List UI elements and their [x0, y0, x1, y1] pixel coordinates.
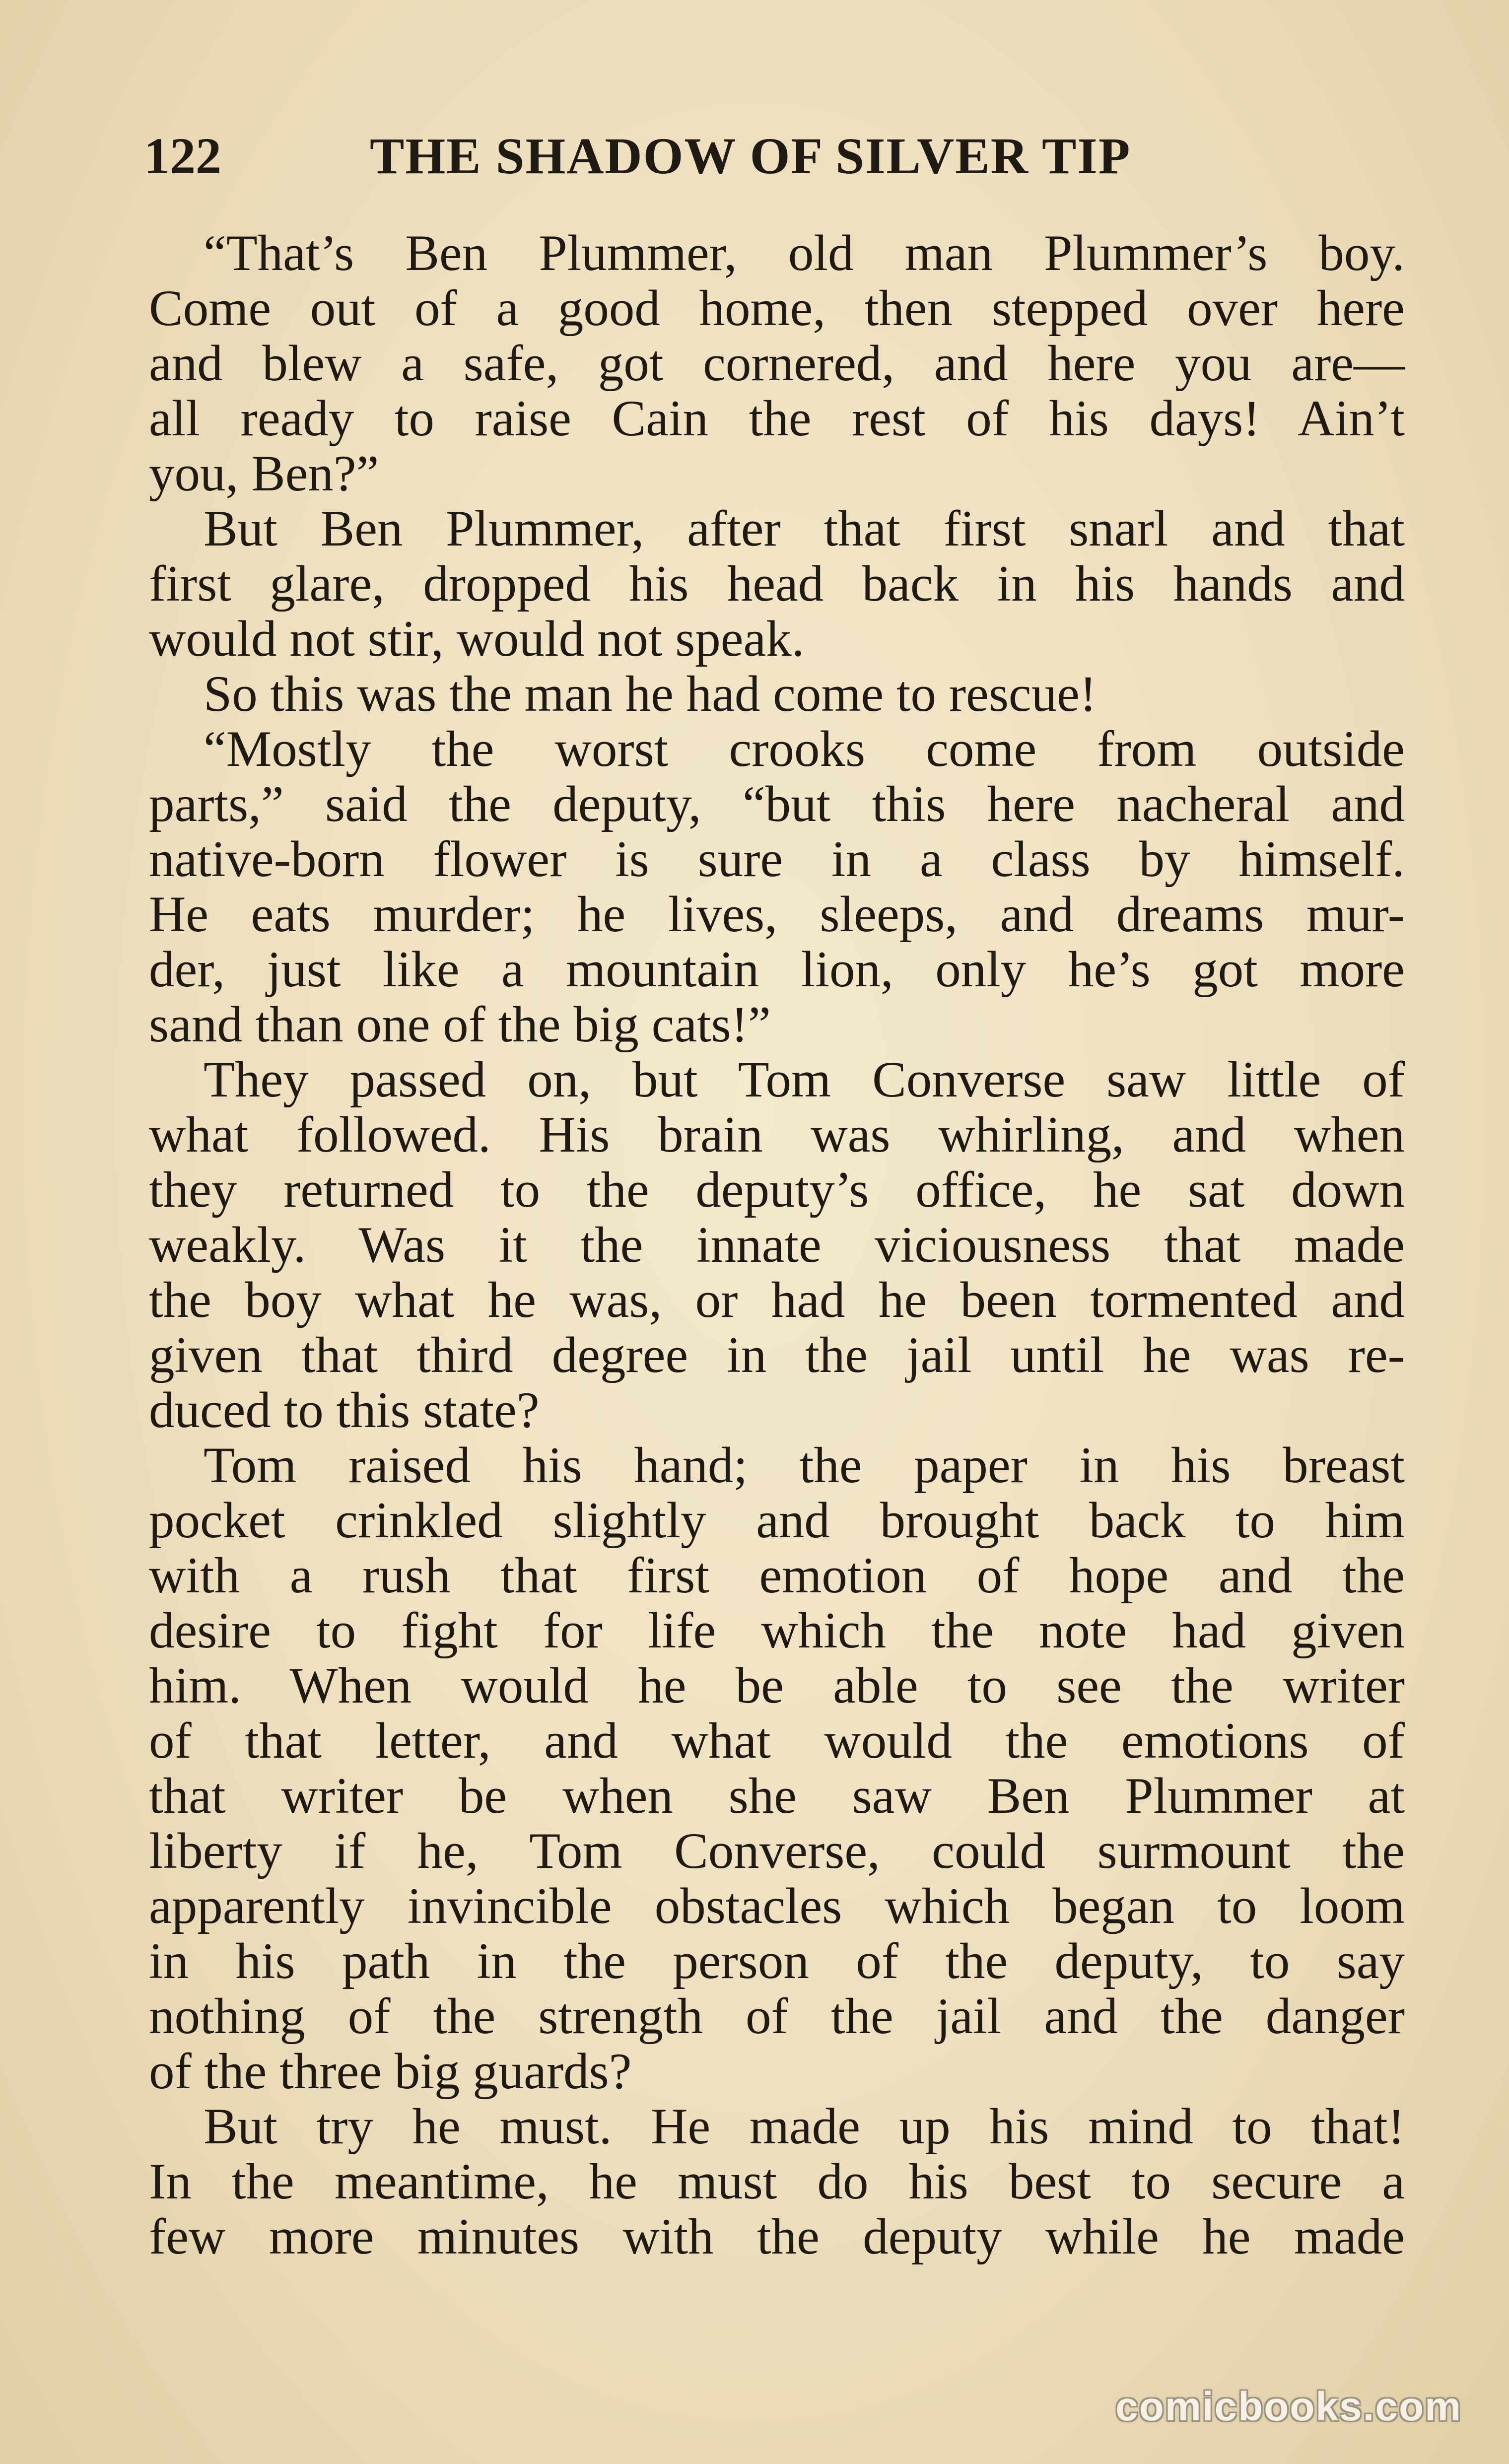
- text-line: few more minutes with the deputy while he made: [149, 2209, 1405, 2264]
- text-line: “Mostly the worst crooks come from outside: [204, 722, 1405, 777]
- text-line: parts,” said the deputy, “but this here nacheral and: [149, 777, 1405, 832]
- text-line: weakly. Was it the innate viciousness that made: [149, 1218, 1405, 1273]
- text-line: sand than one of the big cats!”: [149, 997, 771, 1052]
- body-text: [149, 226, 1405, 2264]
- text-line: liberty if he, Tom Converse, could surmount the: [149, 1824, 1405, 1879]
- text-line: Come out of a good home, then stepped over here: [149, 281, 1405, 336]
- text-line: desire to fight for life which the note had given: [149, 1603, 1405, 1658]
- text-line: in his path in the person of the deputy, to say: [149, 1934, 1405, 1989]
- text-line: given that third degree in the jail until he was re-: [149, 1328, 1405, 1383]
- text-line: of the three big guards?: [149, 2044, 632, 2099]
- text-line: that writer be when she saw Ben Plummer at: [149, 1769, 1405, 1824]
- text-line: duced to this state?: [149, 1383, 540, 1438]
- text-line: But Ben Plummer, after that first snarl and that: [204, 501, 1405, 556]
- text-line: So this was the man he had come to rescue!: [204, 667, 1097, 722]
- text-line: But try he must. He made up his mind to that!: [204, 2099, 1405, 2154]
- running-title: THE SHADOW OF SILVER TIP: [370, 128, 1131, 185]
- text-line: and blew a safe, got cornered, and here you are—: [149, 336, 1405, 391]
- page-number: 122: [144, 128, 221, 185]
- text-line: the boy what he was, or had he been tormented and: [149, 1273, 1405, 1328]
- text-line: der, just like a mountain lion, only he’s got more: [149, 942, 1405, 997]
- text-line: Tom raised his hand; the paper in his breast: [204, 1438, 1405, 1493]
- text-line: nothing of the strength of the jail and the danger: [149, 1989, 1405, 2044]
- text-line: would not stir, would not speak.: [149, 612, 805, 667]
- watermark: comicbooks.com: [1115, 2384, 1462, 2429]
- text-line: what followed. His brain was whirling, and when: [149, 1107, 1405, 1163]
- text-line: with a rush that first emotion of hope and the: [149, 1548, 1405, 1603]
- text-line: native-born flower is sure in a class by himself.: [149, 832, 1405, 887]
- page-header: [144, 122, 1420, 191]
- text-line: they returned to the deputy’s office, he sat down: [149, 1163, 1405, 1218]
- text-line: first glare, dropped his head back in his hands and: [149, 556, 1405, 612]
- text-line: of that letter, and what would the emotions of: [149, 1713, 1405, 1769]
- text-line: He eats murder; he lives, sleeps, and dreams mur-: [149, 887, 1405, 942]
- text-line: They passed on, but Tom Converse saw little of: [204, 1052, 1405, 1107]
- text-line: you, Ben?”: [149, 446, 379, 501]
- text-line: all ready to raise Cain the rest of his days! Ain’t: [149, 391, 1405, 446]
- text-line: pocket crinkled slightly and brought back to him: [149, 1493, 1405, 1548]
- text-line: him. When would he be able to see the writer: [149, 1658, 1405, 1713]
- text-line: In the meantime, he must do his best to secure a: [149, 2154, 1405, 2209]
- text-line: “That’s Ben Plummer, old man Plummer’s boy.: [204, 226, 1405, 281]
- text-line: apparently invincible obstacles which began to loom: [149, 1879, 1405, 1934]
